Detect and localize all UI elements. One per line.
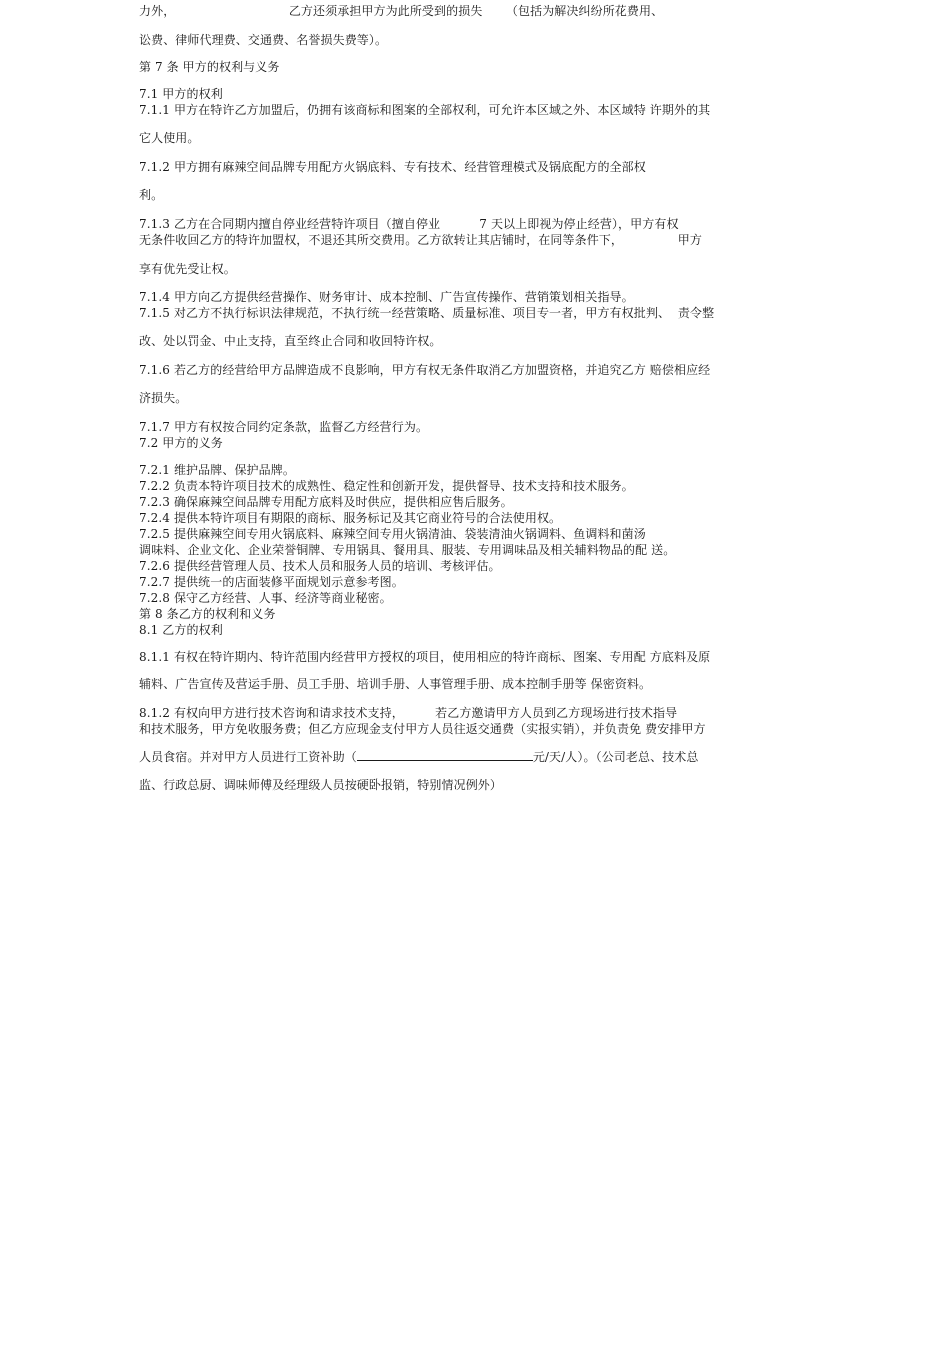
text-line: 讼费、律师代理费、交通费、名誉损失费等）。 [139,33,388,47]
text-line: 7.1.7 甲方有权按合同约定条款，监督乙方经营行为。 [139,420,429,434]
text-line: 利。 [139,188,164,202]
subsection-heading: 7.1 甲方的权利 [139,87,223,101]
text-line: 调味料、企业文化、企业荣誉铜牌、专用锅具、餐用具、服装、专用调味品及相关辅料物品的配 送。 [139,543,676,557]
text-line: 7.2.4 提供本特许项目有期限的商标、服务标记及其它商业符号的合法使用权。 [139,511,562,525]
text-line: 7.1.3 乙方在合同期内擅自停业经营特许项目（擅自停业 7 天以上即视为停止经营），甲方有权 [139,217,679,231]
text-line: 和技术服务，甲方免收服务费；但乙方应现金支付甲方人员往返交通费（实报实销），并负责免 费安排甲方 [139,722,706,736]
text-line: 7.1.2 甲方拥有麻辣空间品牌专用配方火锅底料、专有技术、经营管理模式及锅底配方的全部权 [139,160,646,174]
text-line [139,748,699,765]
text-line: 7.2.6 提供经营管理人员、技术人员和服务人员的培训、考核评估。 [139,559,501,573]
text-line: 7.1.5 对乙方不执行标识法律规范，不执行统一经营策略、质量标准、项目专一者，甲方有权批判、 责令整 [139,306,715,320]
text-line: 7.2.1 维护品牌、保护品牌。 [139,463,295,477]
fill-in-blank [357,748,533,761]
text-line: 7.1.4 甲方向乙方提供经营操作、财务审计、成本控制、广告宣传操作、营销策划相关指导。 [139,290,634,304]
text-line: 济损失。 [139,391,188,405]
text-line: 辅料、广告宣传及营运手册、员工手册、培训手册、人事管理手册、成本控制手册等 保密资料。 [139,677,652,691]
text-line: 7.2.3 确保麻辣空间品牌专用配方底料及时供应，提供相应售后服务。 [139,495,513,509]
text-line: 7.2.7 提供统一的店面装修平面规划示意参考图。 [139,575,404,589]
text-line: 7.1.1 甲方在特许乙方加盟后，仍拥有该商标和图案的全部权利，可允许本区域之外、本区域特 许期外的其 [139,103,711,117]
text-line: 7.2.5 提供麻辣空间专用火锅底料、麻辣空间专用火锅清油、袋装清油火锅调料、鱼调料和菌汤 [139,527,646,541]
text-segment: 人员食宿。并对甲方人员进行工资补助（ [139,750,357,764]
text-line: 无条件收回乙方的特许加盟权，不退还其所交费用。乙方欲转让其店铺时，在同等条件下， 甲方 [139,233,703,247]
text-line: 它人使用。 [139,131,200,145]
text-line: 7.2.8 保守乙方经营、人事、经济等商业秘密。 [139,591,392,605]
section-heading: 第 7 条 甲方的权利与义务 [139,60,280,74]
text-line: 8.1.1 有权在特许期内、特许范围内经营甲方授权的项目，使用相应的特许商标、图案、专用配 方底料及原 [139,650,711,664]
subsection-heading: 8.1 乙方的权利 [139,623,223,637]
section-heading: 第 8 条乙方的权利和义务 [139,607,276,621]
subsection-heading: 7.2 甲方的义务 [139,436,223,450]
text-line: 7.1.6 若乙方的经营给甲方品牌造成不良影响，甲方有权无条件取消乙方加盟资格，并追究乙方 赔偿相应经 [139,363,711,377]
text-line: 享有优先受让权。 [139,262,236,276]
text-line: 监、行政总厨、调味师傅及经理级人员按硬卧报销，特别情况例外） [139,778,503,792]
text-line: 8.1.2 有权向甲方进行技术咨询和请求技术支持， 若乙方邀请甲方人员到乙方现场进行技术指导 [139,706,678,720]
text-line: 力外， 乙方还须承担甲方为此所受到的损失 （包括为解决纠纷所花费用、 [139,4,664,18]
text-line: 改、处以罚金、中止支持，直至终止合同和收回特许权。 [139,334,442,348]
text-line: 7.2.2 负责本特许项目技术的成熟性、稳定性和创新开发，提供督导、技术支持和技术服务。 [139,479,634,493]
text-segment: 元/天/人）。（公司老总、技术总 [532,750,699,764]
